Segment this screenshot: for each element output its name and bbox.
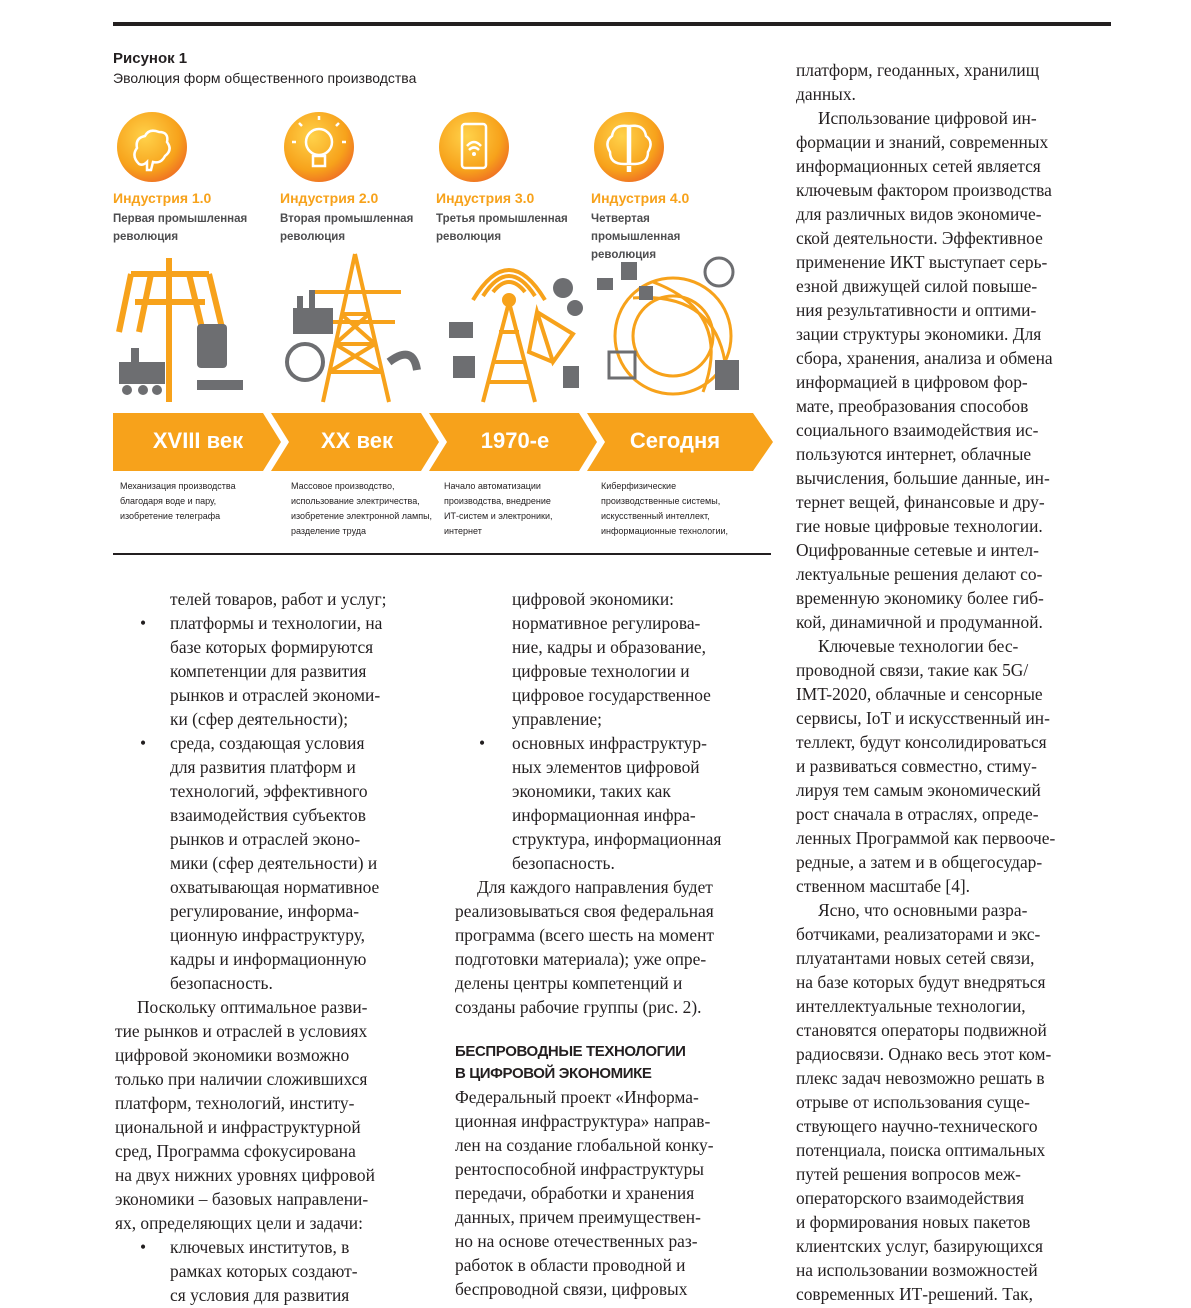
text-line: зации структуры экономики. Для (796, 324, 1042, 344)
text-line: сбора, хранения, анализа и обмена (796, 348, 1053, 368)
bullet: • (479, 733, 486, 753)
text-line: для развития платформ и (170, 757, 356, 777)
text-line: редные, а затем и в общегосудар- (796, 852, 1043, 872)
text-line: циональной и инфраструктурной (115, 1117, 361, 1137)
text-line: информационных сетей является (796, 156, 1041, 176)
figure-label: Рисунок 1 (113, 50, 188, 67)
text-line: на двух нижних уровнях цифровой (115, 1165, 375, 1185)
text-line: и развиваться совместно, стиму- (796, 756, 1037, 776)
stage-2-title: Индустрия 2.0 (280, 190, 379, 206)
text-line: компетенции для развития (170, 661, 367, 681)
text-line: рост сначала в отраслях, опреде- (796, 804, 1039, 824)
stage-1-desc: Первая промышленная революция (113, 213, 248, 243)
text-line: делены центры компетенций и (455, 973, 683, 993)
text-line: подготовки материала); уже опре- (455, 949, 707, 969)
text-line: ние, кадры и образование, (512, 637, 706, 657)
column-2 (455, 587, 775, 1301)
text-line: регулирование, информа- (170, 901, 359, 921)
text-line: ки (сфер деятельности); (170, 709, 349, 729)
text-line: взаимодействия субъектов (170, 805, 366, 825)
text-line: временную экономику более гиб- (796, 588, 1044, 608)
figure-caption: Эволюция форм общественного производства (113, 70, 417, 86)
text-line: отрыве от использования суще- (796, 1092, 1030, 1112)
text-line: • основных инфраструктур- (479, 733, 707, 753)
text-line: но на основе отечественных раз- (455, 1231, 698, 1251)
text-line: работок в области проводной и (455, 1255, 686, 1275)
text-line: путей решения вопросов меж- (796, 1164, 1021, 1184)
text-line: информационная инфра- (512, 805, 696, 825)
stage-4-title: Индустрия 4.0 (591, 190, 690, 206)
text-line: данных, причем преимуществен- (455, 1207, 701, 1227)
text-line: • ключевых институтов, в (140, 1237, 350, 1257)
industry-illustrations (113, 252, 773, 412)
text-line: езной движущей силой повыше- (796, 276, 1038, 296)
text-line: экономики, таких как (512, 781, 671, 801)
text-line: цифровые технологии и (512, 661, 690, 681)
era-3-desc: Начало автоматизации производства, внедрение ИТ-систем и электроники, интернет (444, 481, 553, 536)
text-line: проводной связи, такие как 5G/ (796, 660, 1029, 680)
text-line: передачи, обработки и хранения (455, 1183, 695, 1203)
text-line: рынков и отраслей эконо- (170, 829, 361, 849)
text-line: информацией в цифровом фор- (796, 372, 1028, 392)
text-line: кадры и информационную (170, 949, 367, 969)
text-line: современных ИТ-решений. Так, (796, 1284, 1033, 1304)
text-line: телей товаров, работ и услуг; (170, 589, 387, 609)
text-line: Для каждого направления будет (477, 877, 713, 897)
stage-3-title: Индустрия 3.0 (436, 190, 535, 206)
text-line: IMT-2020, облачные и сенсорные (796, 684, 1043, 704)
text-line: ционную инфраструктуру, (170, 925, 365, 945)
text-line: рынков и отраслей экономи- (170, 685, 381, 705)
text-line: потенциала, поиска оптимальных (796, 1140, 1046, 1160)
text-line: нормативное регулирова- (512, 613, 701, 633)
text-line: мате, преобразования способов (796, 396, 1029, 416)
text-line: цифровой экономики возможно (115, 1045, 350, 1065)
text-line: цифровое государственное (512, 685, 711, 705)
text-line: ных элементов цифровой (512, 757, 700, 777)
text-line: гие новые цифровые технологии. (796, 516, 1043, 536)
smartphone-icon (439, 112, 509, 182)
text-line: плекс задач невозможно решать в (796, 1068, 1045, 1088)
text-line: кой, динамичной и продуманной. (796, 612, 1043, 632)
text-line: безопасность. (170, 973, 273, 993)
stage-3-desc: Третья промышленная революция (436, 213, 568, 243)
text-line: и формирования новых пакетов (796, 1212, 1031, 1232)
text-line: мики (сфер деятельности) и (170, 853, 378, 873)
text-line: ключевым фактором производства (796, 180, 1052, 200)
text-line: платформ, геоданных, хранилищ (796, 60, 1040, 80)
column-3 (796, 58, 1111, 1306)
text-line: пользуются интернет, облачные (796, 444, 1032, 464)
text-line: Использование цифровой ин- (818, 108, 1037, 128)
stage-1-title: Индустрия 1.0 (113, 190, 212, 206)
text-line: теллект, будут консолидироваться (796, 732, 1047, 752)
text-line: • платформы и технологии, на (140, 613, 383, 633)
text-line: Федеральный проект «Информа- (455, 1087, 699, 1107)
text-line: ния результативности и оптими- (796, 300, 1037, 320)
column-1 (113, 587, 438, 1307)
text-line: программа (всего шесть на момент (455, 925, 715, 945)
bullet: • (140, 733, 147, 753)
text-line: рамках которых создают- (170, 1261, 358, 1281)
text-line: ях, определяющих цели и задачи: (115, 1213, 363, 1233)
text-line: созданы рабочие группы (рис. 2). (455, 997, 702, 1017)
stage-2-desc: Вторая промышленная революция (280, 213, 414, 243)
text-line: радиосвязи. Однако весь этот ком- (796, 1044, 1052, 1064)
text-line: данных. (796, 84, 856, 104)
text-line: управление; (512, 709, 602, 729)
text-line: экономики – базовых направлени- (115, 1189, 369, 1209)
text-line: сред, Программа сфокусирована (115, 1141, 356, 1161)
text-line: • среда, создающая условия (140, 733, 365, 753)
era-4: Сегодня (629, 428, 721, 453)
text-line: беспроводной связи, цифровых (455, 1279, 688, 1299)
era-2-desc: Массовое производство, использование электричества, изобретение электронной лампы, разделение труда (291, 481, 433, 536)
text-line: ствующего научно-технического (796, 1116, 1038, 1136)
text-line: операторского взаимодействия (796, 1188, 1025, 1208)
factory-icon (287, 290, 417, 380)
steam-cloud-icon (117, 112, 187, 182)
text-line: ленных Программой как первооче- (796, 828, 1056, 848)
text-line: вычисления, большие данные, ин- (796, 468, 1050, 488)
text-line: реализовываться своя федеральная (455, 901, 714, 921)
text-line: цифровой экономики: (512, 589, 675, 609)
text-line: охватывающая нормативное (170, 877, 380, 897)
text-line: ственном масштабе [4]. (796, 876, 971, 896)
era-3: 1970-е (480, 428, 550, 453)
text-line: технологий, эффективного (170, 781, 368, 801)
text-line: сервисы, IoT и искусственный ин- (796, 708, 1050, 728)
text-line: платформ, технологий, институ- (115, 1093, 355, 1113)
figure-bottom-rule (113, 553, 771, 555)
text-line: тие рынков и отраслей в условиях (115, 1021, 368, 1041)
text-line: базе которых формируются (170, 637, 374, 657)
brain-circuit-icon (594, 112, 664, 182)
era-2: XX век (321, 428, 393, 453)
text-line: ботчиками, реализаторами и экс- (796, 924, 1041, 944)
text-line: Ясно, что основными разра- (818, 900, 1028, 920)
light-bulb-icon (284, 112, 354, 182)
text-line: становятся операторы подвижной (796, 1020, 1047, 1040)
text-line: лектуальные решения делают со- (796, 564, 1043, 584)
era-1: XVIII век (152, 428, 244, 453)
text-line: только при наличии сложившихся (115, 1069, 368, 1089)
text-line: Поскольку оптимальное разви- (137, 997, 368, 1017)
top-rule (113, 22, 1111, 26)
era-1-desc: Механизация производства благодаря воде и пару, изобретение телеграфа (120, 481, 236, 521)
text-line: структура, информационная (512, 829, 722, 849)
era-4-desc: Киберфизические производственные системы, искусственный интеллект, информационные технологии, (601, 481, 729, 536)
text-line: ся условия для развития (170, 1285, 350, 1305)
text-line: безопасность. (512, 853, 615, 873)
text-line: тернет вещей, финансовые и дру- (796, 492, 1045, 512)
text-line: Ключевые технологии бес- (818, 636, 1019, 656)
stage-4-desc: Четвертая промышленная революция (591, 213, 681, 261)
bullet: • (140, 1237, 147, 1257)
text-line: Оцифрованные сетевые и интел- (796, 540, 1039, 560)
text-line: формации и знаний, современных (796, 132, 1049, 152)
text-line: социального взаимодействия ис- (796, 420, 1039, 440)
text-line: лен на создание глобальной конку- (455, 1135, 714, 1155)
section-heading-line: В ЦИФРОВОЙ ЭКОНОМИКЕ (455, 1065, 652, 1082)
bullet: • (140, 613, 147, 633)
text-line: ской деятельности. Эффективное (796, 228, 1043, 248)
text-line: для различных видов экономиче- (796, 204, 1042, 224)
text-line: интеллектуальные технологии, (796, 996, 1026, 1016)
text-line: на использовании возможностей (796, 1260, 1038, 1280)
section-heading-line: БЕСПРОВОДНЫЕ ТЕХНОЛОГИИ (455, 1043, 686, 1060)
text-line: рентоспособной инфраструктуры (455, 1159, 704, 1179)
text-line: на базе которых будут внедряться (796, 972, 1046, 992)
text-line: лируя тем самым экономический (796, 780, 1041, 800)
text-line: клиентских услуг, базирующихся (796, 1236, 1043, 1256)
text-line: применение ИКТ выступает серь- (796, 252, 1048, 272)
text-line: ционная инфраструктура» направ- (455, 1111, 711, 1131)
text-line: плуатантами новых сетей связи, (796, 948, 1035, 968)
locomotive-icon (119, 324, 243, 395)
